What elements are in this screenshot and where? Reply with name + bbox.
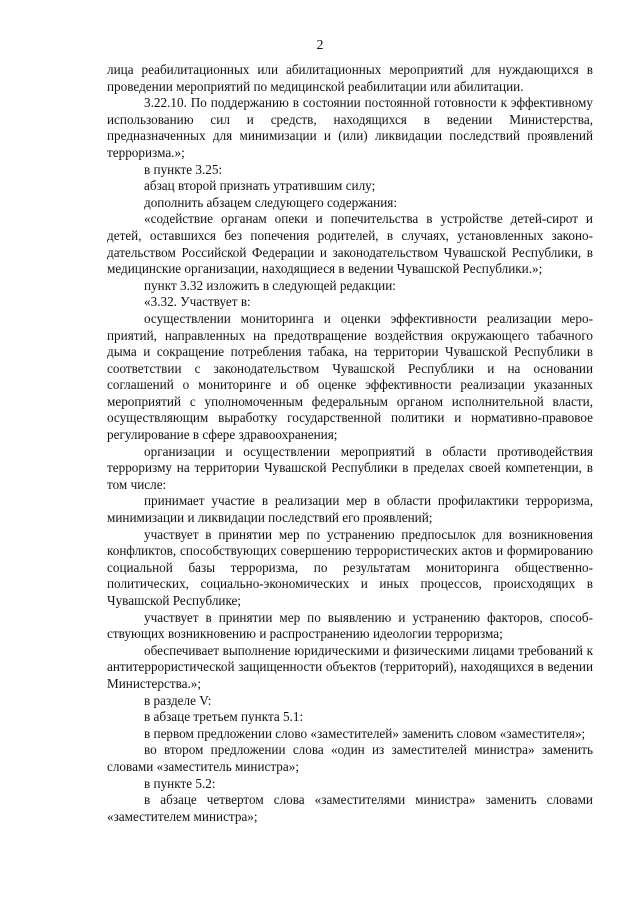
paragraph: обеспечивает выполнение юридическими и физическими лицами требований к антитеррористической защищенности объектов (территорий), находящихся в ведении Министерства.»; — [107, 642, 593, 691]
paragraph: в пункте 5.2: — [144, 775, 216, 791]
paragraph: «3.32. Участвует в: — [144, 294, 251, 310]
paragraph: принимает участие в реализации мер в области профилактики терроризма, минимизации и ликвидации последствий его проявлений; — [107, 493, 593, 526]
paragraph: в первом предложении слово «заместителей» заменить словом «заместителя»; — [144, 725, 586, 741]
paragraph: в абзаце третьем пункта 5.1: — [144, 709, 304, 725]
paragraph: дополнить абзацем следующего содержания: — [144, 194, 398, 210]
paragraph: пункт 3.32 изложить в следующей редакции: — [144, 277, 396, 293]
paragraph: абзац второй признать утратившим силу; — [144, 178, 376, 194]
paragraph: в пункте 3.25: — [144, 161, 223, 177]
page-number: 2 — [316, 38, 324, 53]
paragraph: в абзаце четвертом слова «заместителями министра» заменить словами «заместителем министра»; — [107, 792, 593, 824]
paragraph: в разделе V: — [144, 692, 212, 708]
paragraph: участвует в принятии мер по выявлению и устранению факторов, способствующих возникновению и распространению идеологии терроризма; — [107, 609, 593, 642]
paragraph: участвует в принятии мер по устранению предпосылок для возникновения конфликтов, способствующих совершению террористических актов и формированию социальной базы терроризма, по результатам мониторинга общественно-политических, социально-экономических и иных процессов, происходящих в Чувашской Республике; — [107, 526, 593, 608]
paragraph: осуществлении мониторинга и оценки эффективности реализации мероприятий, направленных на предотвращение воздействия окружающего табачного дыма и сокращение потребления табака, на территории Чувашской Республики в соответствии с законодательством Чувашской Республики и на основании соглашений о мониторинге и об оценке эффективности реализации указанных мероприятий с уполномоченным федеральным органом исполнительной власти, осуществляющим выработку государственной политики и нормативно-правовое регулирование в сфере здравоохранения; — [107, 310, 593, 443]
paragraph: организации и осуществлении мероприятий в области противодействия терроризму на территории Чувашской Республики в пределах своей компетенции, в том числе: — [107, 443, 593, 492]
paragraph: 3.22.10. По поддержанию в состоянии постоянной готовности к эффективному использованию сил и средств, находящихся в ведении Министерства, предназначенных для минимизации и (или) ликвидации последствий проявлений терроризма.»; — [107, 95, 593, 160]
paragraph: во втором предложении слова «один из заместителей министра» заменить словами «заместитель министра»; — [107, 742, 593, 774]
document-body — [107, 62, 593, 825]
paragraph: лица реабилитационных или абилитационных мероприятий для нуждающихся в проведении мероприятий по медицинской реабилитации или абилитации. — [107, 62, 593, 94]
paragraph: «содействие органам опеки и попечительства в устройстве детей-сирот и детей, оставшихся без попечения родителей, в случаях, установленных законодательством Российской Федерации и законодательством Чувашской Республики, в медицинские организации, находящиеся в ведении Чувашской Республики.»; — [107, 211, 593, 277]
